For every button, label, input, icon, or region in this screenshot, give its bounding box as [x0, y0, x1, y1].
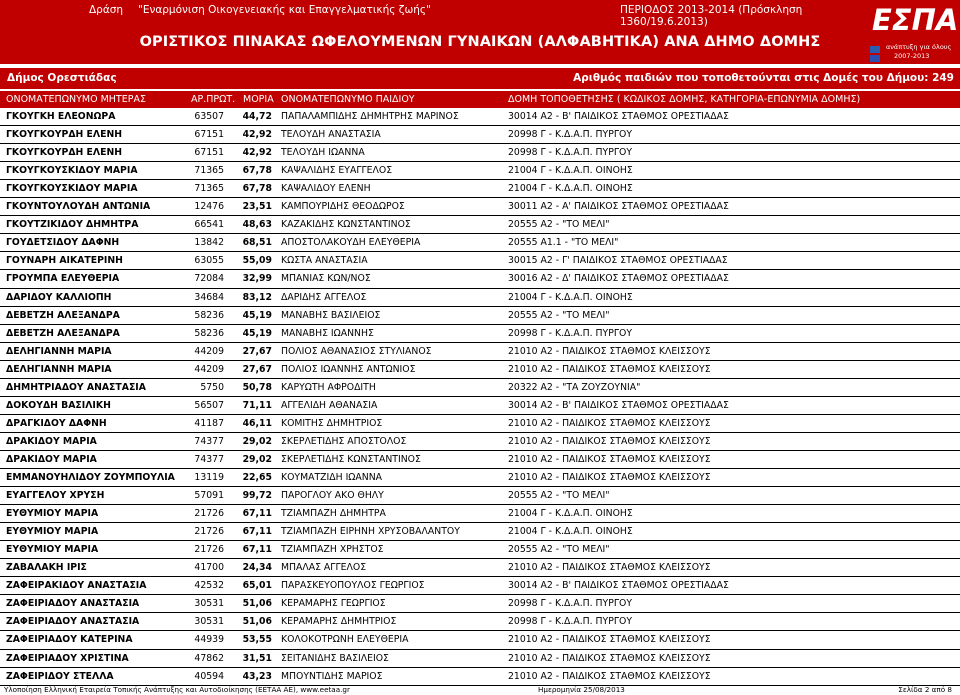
cell-points: 24,34: [242, 562, 272, 573]
cell-protocol: 21726: [194, 526, 224, 537]
cell-structure: 30014 Α2 - Β' ΠΑΙΔΙΚΟΣ ΣΤΑΘΜΟΣ ΟΡΕΣΤΙΑΔΑΣ: [508, 400, 729, 411]
cell-points: 45,19: [242, 328, 272, 339]
cell-protocol: 58236: [194, 328, 224, 339]
cell-protocol: 63055: [194, 255, 224, 266]
table-row: [0, 415, 960, 432]
cell-mother: ΔΡΑΚΙΔΟΥ ΜΑΡΙΑ: [6, 454, 97, 465]
page-title: ΟΡΙΣΤΙΚΟΣ ΠΙΝΑΚΑΣ ΩΦΕΛΟΥΜΕΝΩΝ ΓΥΝΑΙΚΩΝ (ΑΛΦΑΒΗΤΙΚΑ) ΑΝΑ ΔΗΜΟ ΔΟΜΗΣ: [139, 34, 821, 50]
table-row: [0, 343, 960, 360]
table-row: [0, 379, 960, 396]
cell-points: 45,19: [242, 310, 272, 321]
table-row: [0, 180, 960, 197]
cell-child: ΜΠΟΥΝΤΙΔΗΣ ΜΑΡΙΟΣ: [281, 671, 383, 682]
cell-mother: ΔΕΒΕΤΖΗ ΑΛΕΞΑΝΔΡΑ: [6, 328, 120, 339]
cell-child: ΜΠΑΝΙΑΣ ΚΩΝ/ΝΟΣ: [281, 273, 371, 284]
cell-child: ΤΖΙΑΜΠΑΖΗ ΧΡΗΣΤΟΣ: [281, 544, 384, 555]
cell-mother: ΔΗΜΗΤΡΙΑΔΟΥ ΑΝΑΣΤΑΣΙΑ: [6, 382, 146, 393]
cell-child: ΚΑΨΑΛΙΔΗΣ ΕΥΑΓΓΕΛΟΣ: [281, 165, 393, 176]
table-row: [0, 650, 960, 667]
cell-child: ΣΚΕΡΛΕΤΙΔΗΣ ΑΠΟΣΤΟΛΟΣ: [281, 436, 407, 447]
cell-structure: 21010 Α2 - ΠΑΙΔΙΚΟΣ ΣΤΑΘΜΟΣ ΚΛΕΙΣΣΟΥΣ: [508, 346, 711, 357]
table-row: [0, 487, 960, 504]
cell-mother: ΓΚΟΥΓΚΗ ΕΛΕΟΝΩΡΑ: [6, 111, 116, 122]
cell-child: ΚΑΨΑΛΙΔΟΥ ΕΛΕΝΗ: [281, 183, 371, 194]
cell-points: 51,06: [242, 598, 272, 609]
cell-child: ΣΚΕΡΛΕΤΙΔΗΣ ΚΩΝΣΤΑΝΤΙΝΟΣ: [281, 454, 421, 465]
table-row: [0, 451, 960, 468]
cell-mother: ΔΟΚΟΥΔΗ ΒΑΣΙΛΙΚΗ: [6, 400, 111, 411]
cell-mother: ΓΚΟΥΓΚΟΥΣΚΙΔΟΥ ΜΑΡΙΑ: [6, 183, 138, 194]
cell-child: ΑΠΟΣΤΟΛΑΚΟΥΔΗ ΕΛΕΥΘΕΡΙΑ: [281, 237, 421, 248]
cell-protocol: 66541: [194, 219, 224, 230]
cell-structure: 21010 Α2 - ΠΑΙΔΙΚΟΣ ΣΤΑΘΜΟΣ ΚΛΕΙΣΣΟΥΣ: [508, 364, 711, 375]
cell-points: 67,11: [242, 508, 272, 519]
cell-structure: 21010 Α2 - ΠΑΙΔΙΚΟΣ ΣΤΑΘΜΟΣ ΚΛΕΙΣΣΟΥΣ: [508, 653, 711, 664]
cell-protocol: 44939: [194, 634, 224, 645]
cell-structure: 21004 Γ - Κ.Δ.Α.Π. ΟΙΝΟΗΣ: [508, 183, 633, 194]
cell-child: ΤΕΛΟΥΔΗ ΙΩΑΝΝΑ: [281, 147, 365, 158]
cell-points: 67,78: [242, 165, 272, 176]
table-row: [0, 289, 960, 306]
cell-child: ΤΖΙΑΜΠΑΖΗ ΕΙΡΗΝΗ ΧΡΥΣΟΒΑΛΑΝΤΟΥ: [281, 526, 460, 537]
table-row: [0, 108, 960, 125]
cell-protocol: 71365: [194, 183, 224, 194]
logo-tagline: ανάπτυξη για όλους: [886, 43, 952, 51]
period-label: ΠΕΡΙΟΔΟΣ 2013-2014 (Πρόσκληση 1360/19.6.2013): [620, 4, 803, 28]
cell-protocol: 21726: [194, 544, 224, 555]
cell-child: ΜΠΑΛΑΣ ΑΓΓΕΛΟΣ: [281, 562, 367, 573]
cell-points: 27,67: [242, 364, 272, 375]
cell-structure: 21010 Α2 - ΠΑΙΔΙΚΟΣ ΣΤΑΘΜΟΣ ΚΛΕΙΣΣΟΥΣ: [508, 472, 711, 483]
table-row: [0, 325, 960, 342]
cell-points: 29,02: [242, 436, 272, 447]
cell-structure: 20555 Α1.1 - "ΤΟ ΜΕΛΙ": [508, 237, 619, 248]
cell-structure: 21010 Α2 - ΠΑΙΔΙΚΟΣ ΣΤΑΘΜΟΣ ΚΛΕΙΣΣΟΥΣ: [508, 418, 711, 429]
cell-mother: ΖΑΦΕΙΡΙΑΔΟΥ ΑΝΑΣΤΑΣΙΑ: [6, 616, 140, 627]
placed-count: Αριθμός παιδιών που τοποθετούνται στις Δομές του Δήμου: 249: [573, 72, 954, 84]
cell-points: 23,51: [242, 201, 272, 212]
cell-child: ΜΑΝΑΒΗΣ ΒΑΣΙΛΕΙΟΣ: [281, 310, 381, 321]
cell-points: 48,63: [242, 219, 272, 230]
table-row: [0, 234, 960, 251]
cell-structure: 20998 Γ - Κ.Δ.Α.Π. ΠΥΡΓΟΥ: [508, 598, 633, 609]
cell-structure: 20998 Γ - Κ.Δ.Α.Π. ΠΥΡΓΟΥ: [508, 147, 633, 158]
cell-mother: ΔΑΡΙΔΟΥ ΚΑΛΛΙΟΠΗ: [6, 292, 112, 303]
col-structure: ΔΟΜΗ ΤΟΠΟΘΕΤΗΣΗΣ ( ΚΩΔΙΚΟΣ ΔΟΜΗΣ, ΚΑΤΗΓΟΡΙΑ-ΕΠΩΝΥΜΙΑ ΔΟΜΗΣ): [508, 94, 861, 105]
cell-protocol: 47862: [194, 653, 224, 664]
cell-protocol: 21726: [194, 508, 224, 519]
cell-mother: ΓΚΟΥΓΚΟΥΡΔΗ ΕΛΕΝΗ: [6, 147, 123, 158]
table-row: [0, 433, 960, 450]
municipality-bar: [0, 68, 960, 89]
cell-structure: 21004 Γ - Κ.Δ.Α.Π. ΟΙΝΟΗΣ: [508, 165, 633, 176]
cell-protocol: 41700: [194, 562, 224, 573]
cell-protocol: 12476: [194, 201, 224, 212]
table-row: [0, 216, 960, 233]
col-child: ΟΝΟΜΑΤΕΠΩΝΥΜΟ ΠΑΙΔΙΟΥ: [281, 94, 415, 105]
table-row: [0, 162, 960, 179]
cell-child: ΚΕΡΑΜΑΡΗΣ ΓΕΩΡΓΙΟΣ: [281, 598, 386, 609]
cell-structure: 21010 Α2 - ΠΑΙΔΙΚΟΣ ΣΤΑΘΜΟΣ ΚΛΕΙΣΣΟΥΣ: [508, 454, 711, 465]
cell-points: 44,72: [242, 111, 272, 122]
table-row: [0, 144, 960, 161]
cell-structure: 21010 Α2 - ΠΑΙΔΙΚΟΣ ΣΤΑΘΜΟΣ ΚΛΕΙΣΣΟΥΣ: [508, 634, 711, 645]
cell-protocol: 63507: [194, 111, 224, 122]
cell-mother: ΖΑΒΑΛΑΚΗ ΙΡΙΣ: [6, 562, 87, 573]
cell-structure: 21004 Γ - Κ.Δ.Α.Π. ΟΙΝΟΗΣ: [508, 508, 633, 519]
logo-text: ΕΣΠΑ: [872, 3, 959, 37]
cell-child: ΠΟΛΙΟΣ ΑΘΑΝΑΣΙΟΣ ΣΤΥΛΙΑΝΟΣ: [281, 346, 432, 357]
cell-child: ΣΕΙΤΑΝΙΔΗΣ ΒΑΣΙΛΕΙΟΣ: [281, 653, 389, 664]
cell-structure: 30014 Α2 - Β' ΠΑΙΔΙΚΟΣ ΣΤΑΘΜΟΣ ΟΡΕΣΤΙΑΔΑΣ: [508, 580, 729, 591]
cell-protocol: 30531: [194, 616, 224, 627]
cell-structure: 30015 Α2 - Γ' ΠΑΙΔΙΚΟΣ ΣΤΑΘΜΟΣ ΟΡΕΣΤΙΑΔΑΣ: [508, 255, 728, 266]
cell-protocol: 67151: [194, 147, 224, 158]
cell-protocol: 56507: [194, 400, 224, 411]
cell-mother: ΖΑΦΕΙΡΙΑΔΟΥ ΑΝΑΣΤΑΣΙΑ: [6, 598, 140, 609]
cell-structure: 21010 Α2 - ΠΑΙΔΙΚΟΣ ΣΤΑΘΜΟΣ ΚΛΕΙΣΣΟΥΣ: [508, 562, 711, 573]
footer-date: Ημερομηνία 25/08/2013: [538, 685, 625, 694]
cell-structure: 20555 Α2 - "ΤΟ ΜΕΛΙ": [508, 219, 610, 230]
cell-child: ΚΩΣΤΑ ΑΝΑΣΤΑΣΙΑ: [281, 255, 368, 266]
cell-mother: ΓΚΟΥΓΚΟΥΣΚΙΔΟΥ ΜΑΡΙΑ: [6, 165, 138, 176]
cell-child: ΚΑΡΥΩΤΗ ΑΦΡΟΔΙΤΗ: [281, 382, 376, 393]
cell-points: 42,92: [242, 147, 272, 158]
cell-mother: ΖΑΦΕΙΡΙΑΔΟΥ ΧΡΙΣΤΙΝΑ: [6, 653, 129, 664]
cell-points: 99,72: [242, 490, 272, 501]
table-row: [0, 595, 960, 612]
cell-mother: ΖΑΦΕΙΡΑΚΙΔΟΥ ΑΝΑΣΤΑΣΙΑ: [6, 580, 147, 591]
cell-mother: ΕΥΘΥΜΙΟΥ ΜΑΡΙΑ: [6, 544, 99, 555]
cell-structure: 30014 Α2 - Β' ΠΑΙΔΙΚΟΣ ΣΤΑΘΜΟΣ ΟΡΕΣΤΙΑΔΑΣ: [508, 111, 729, 122]
cell-protocol: 57091: [194, 490, 224, 501]
cell-structure: 20555 Α2 - "ΤΟ ΜΕΛΙ": [508, 310, 610, 321]
cell-child: ΠΟΛΙΟΣ ΙΩΑΝΝΗΣ ΑΝΤΩΝΙΟΣ: [281, 364, 416, 375]
cell-mother: ΓΟΥΝΑΡΗ ΑΙΚΑΤΕΡΙΝΗ: [6, 255, 123, 266]
cell-points: 55,09: [242, 255, 272, 266]
cell-child: ΚΕΡΑΜΑΡΗΣ ΔΗΜΗΤΡΙΟΣ: [281, 616, 397, 627]
cell-points: 43,23: [242, 671, 272, 682]
cell-protocol: 40594: [194, 671, 224, 682]
cell-child: ΜΑΝΑΒΗΣ ΙΩΑΝΝΗΣ: [281, 328, 374, 339]
cell-points: 50,78: [242, 382, 272, 393]
cell-child: ΤΖΙΑΜΠΑΖΗ ΔΗΜΗΤΡΑ: [281, 508, 386, 519]
table-row: [0, 559, 960, 576]
cell-protocol: 44209: [194, 346, 224, 357]
table-row: [0, 577, 960, 594]
footer-credit: Υλοποίηση Ελληνική Εταιρεία Τοπικής Ανάπτυξης και Αυτοδιοίκησης (ΕΕΤΑΑ ΑΕ), www.eetaa.gr: [4, 685, 350, 694]
cell-structure: 21010 Α2 - ΠΑΙΔΙΚΟΣ ΣΤΑΘΜΟΣ ΚΛΕΙΣΣΟΥΣ: [508, 671, 711, 682]
cell-points: 68,51: [242, 237, 272, 248]
program-name: "Εναρμόνιση Οικογενειακής και Επαγγελματικής ζωής": [138, 4, 431, 16]
cell-mother: ΕΥΑΓΓΕΛΟΥ ΧΡΥΣΗ: [6, 490, 105, 501]
cell-mother: ΔΕΛΗΓΙΑΝΝΗ ΜΑΡΙΑ: [6, 346, 112, 357]
cell-child: ΠΑΡΟΓΛΟΥ ΑΚΟ ΘΗΛΥ: [281, 490, 384, 501]
cell-points: 31,51: [242, 653, 272, 664]
cell-child: ΠΑΡΑΣΚΕΥΟΠΟΥΛΟΣ ΓΕΩΡΓΙΟΣ: [281, 580, 425, 591]
cell-child: ΚΟΥΜΑΤΖΙΔΗ ΙΩΑΝΝΑ: [281, 472, 383, 483]
table-header: [0, 91, 960, 108]
cell-mother: ΕΥΘΥΜΙΟΥ ΜΑΡΙΑ: [6, 508, 99, 519]
cell-protocol: 74377: [194, 454, 224, 465]
cell-mother: ΓΟΥΔΕΤΣΙΔΟΥ ΔΑΦΝΗ: [6, 237, 120, 248]
cell-protocol: 67151: [194, 129, 224, 140]
cell-structure: 30016 Α2 - Δ' ΠΑΙΔΙΚΟΣ ΣΤΑΘΜΟΣ ΟΡΕΣΤΙΑΔΑΣ: [508, 273, 729, 284]
table-row: [0, 541, 960, 558]
cell-mother: ΓΚΟΥΤΖΙΚΙΔΟΥ ΔΗΜΗΤΡΑ: [6, 219, 139, 230]
cell-mother: ΔΡΑΓΚΙΔΟΥ ΔΑΦΝΗ: [6, 418, 107, 429]
cell-structure: 20998 Γ - Κ.Δ.Α.Π. ΠΥΡΓΟΥ: [508, 616, 633, 627]
cell-mother: ΔΕΛΗΓΙΑΝΝΗ ΜΑΡΙΑ: [6, 364, 112, 375]
cell-child: ΠΑΠΑΛΑΜΠΙΔΗΣ ΔΗΜΗΤΡΗΣ ΜΑΡΙΝΟΣ: [281, 111, 459, 122]
table-row: [0, 668, 960, 685]
table-row: [0, 307, 960, 324]
cell-mother: ΔΕΒΕΤΖΗ ΑΛΕΞΑΝΔΡΑ: [6, 310, 120, 321]
cell-protocol: 71365: [194, 165, 224, 176]
table-row: [0, 505, 960, 522]
cell-points: 67,78: [242, 183, 272, 194]
cell-structure: 20998 Γ - Κ.Δ.Α.Π. ΠΥΡΓΟΥ: [508, 328, 633, 339]
action-label: Δράση: [89, 4, 124, 16]
cell-points: 32,99: [242, 273, 272, 284]
page-footer: [0, 684, 960, 695]
espa-logo: [860, 3, 959, 61]
table-row: [0, 198, 960, 215]
cell-points: 46,11: [242, 418, 272, 429]
cell-protocol: 5750: [200, 382, 224, 393]
cell-mother: ΖΑΦΕΙΡΙΑΔΟΥ ΚΑΤΕΡΙΝΑ: [6, 634, 133, 645]
cell-protocol: 58236: [194, 310, 224, 321]
cell-mother: ΕΥΘΥΜΙΟΥ ΜΑΡΙΑ: [6, 526, 99, 537]
col-mother: ΟΝΟΜΑΤΕΠΩΝΥΜΟ ΜΗΤΕΡΑΣ: [6, 94, 146, 105]
cell-structure: 20555 Α2 - "ΤΟ ΜΕΛΙ": [508, 490, 610, 501]
eu-flag-icon: [870, 55, 880, 62]
cell-points: 29,02: [242, 454, 272, 465]
table-row: [0, 270, 960, 287]
cell-points: 53,55: [242, 634, 272, 645]
cell-child: ΚΟΜΙΤΗΣ ΔΗΜΗΤΡΙΟΣ: [281, 418, 383, 429]
cell-protocol: 34684: [194, 292, 224, 303]
municipality-name: Δήμος Ορεστιάδας: [7, 72, 117, 84]
greek-flag-icon: [870, 46, 880, 53]
table-row: [0, 613, 960, 630]
cell-structure: 21004 Γ - Κ.Δ.Α.Π. ΟΙΝΟΗΣ: [508, 292, 633, 303]
table-row: [0, 469, 960, 486]
footer-page: Σελίδα 2 από 8: [898, 685, 952, 694]
cell-points: 51,06: [242, 616, 272, 627]
cell-child: ΚΑΖΑΚΙΔΗΣ ΚΩΝΣΤΑΝΤΙΝΟΣ: [281, 219, 411, 230]
cell-mother: ΓΡΟΥΜΠΑ ΕΛΕΥΘΕΡΙΑ: [6, 273, 120, 284]
cell-child: ΚΑΜΠΟΥΡΙΔΗΣ ΘΕΟΔΩΡΟΣ: [281, 201, 405, 212]
cell-mother: ΖΑΦΕΙΡΙΔΟΥ ΣΤΕΛΛΑ: [6, 671, 114, 682]
cell-structure: 21004 Γ - Κ.Δ.Α.Π. ΟΙΝΟΗΣ: [508, 526, 633, 537]
cell-protocol: 30531: [194, 598, 224, 609]
cell-protocol: 41187: [194, 418, 224, 429]
cell-structure: 20555 Α2 - "ΤΟ ΜΕΛΙ": [508, 544, 610, 555]
cell-structure: 30011 Α2 - Α' ΠΑΙΔΙΚΟΣ ΣΤΑΘΜΟΣ ΟΡΕΣΤΙΑΔΑΣ: [508, 201, 729, 212]
cell-mother: ΓΚΟΥΝΤΟΥΛΟΥΔΗ ΑΝΤΩΝΙΑ: [6, 201, 151, 212]
cell-child: ΚΟΛΟΚΟΤΡΩΝΗ ΕΛΕΥΘΕΡΙΑ: [281, 634, 409, 645]
header-banner: [0, 0, 960, 64]
table-row: [0, 361, 960, 378]
cell-protocol: 72084: [194, 273, 224, 284]
cell-structure: 21010 Α2 - ΠΑΙΔΙΚΟΣ ΣΤΑΘΜΟΣ ΚΛΕΙΣΣΟΥΣ: [508, 436, 711, 447]
cell-structure: 20322 Α2 - "ΤΑ ΖΟΥΖΟΥΝΙΑ": [508, 382, 641, 393]
col-protocol: ΑΡ.ΠΡΩΤ.: [191, 94, 236, 105]
cell-structure: 20998 Γ - Κ.Δ.Α.Π. ΠΥΡΓΟΥ: [508, 129, 633, 140]
cell-points: 67,11: [242, 526, 272, 537]
cell-points: 22,65: [242, 472, 272, 483]
logo-years: 2007-2013: [894, 52, 930, 60]
cell-mother: ΓΚΟΥΓΚΟΥΡΔΗ ΕΛΕΝΗ: [6, 129, 123, 140]
cell-points: 42,92: [242, 129, 272, 140]
cell-protocol: 13119: [194, 472, 224, 483]
cell-points: 83,12: [242, 292, 272, 303]
cell-protocol: 74377: [194, 436, 224, 447]
cell-child: ΤΕΛΟΥΔΗ ΑΝΑΣΤΑΣΙΑ: [281, 129, 381, 140]
col-points: ΜΟΡΙΑ: [243, 94, 274, 105]
cell-protocol: 42532: [194, 580, 224, 591]
table-row: [0, 126, 960, 143]
cell-child: ΔΑΡΙΔΗΣ ΑΓΓΕΛΟΣ: [281, 292, 367, 303]
table-row: [0, 631, 960, 648]
table-row: [0, 252, 960, 269]
cell-child: ΑΓΓΕΛΙΔΗ ΑΘΑΝΑΣΙΑ: [281, 400, 378, 411]
cell-mother: ΔΡΑΚΙΔΟΥ ΜΑΡΙΑ: [6, 436, 97, 447]
cell-points: 27,67: [242, 346, 272, 357]
cell-points: 71,11: [242, 400, 272, 411]
cell-protocol: 13842: [194, 237, 224, 248]
cell-protocol: 44209: [194, 364, 224, 375]
table-row: [0, 523, 960, 540]
cell-points: 65,01: [242, 580, 272, 591]
cell-mother: ΕΜΜΑΝΟΥΗΛΙΔΟΥ ΖΟΥΜΠΟΥΛΙΑ: [6, 472, 175, 483]
cell-points: 67,11: [242, 544, 272, 555]
table-row: [0, 397, 960, 414]
